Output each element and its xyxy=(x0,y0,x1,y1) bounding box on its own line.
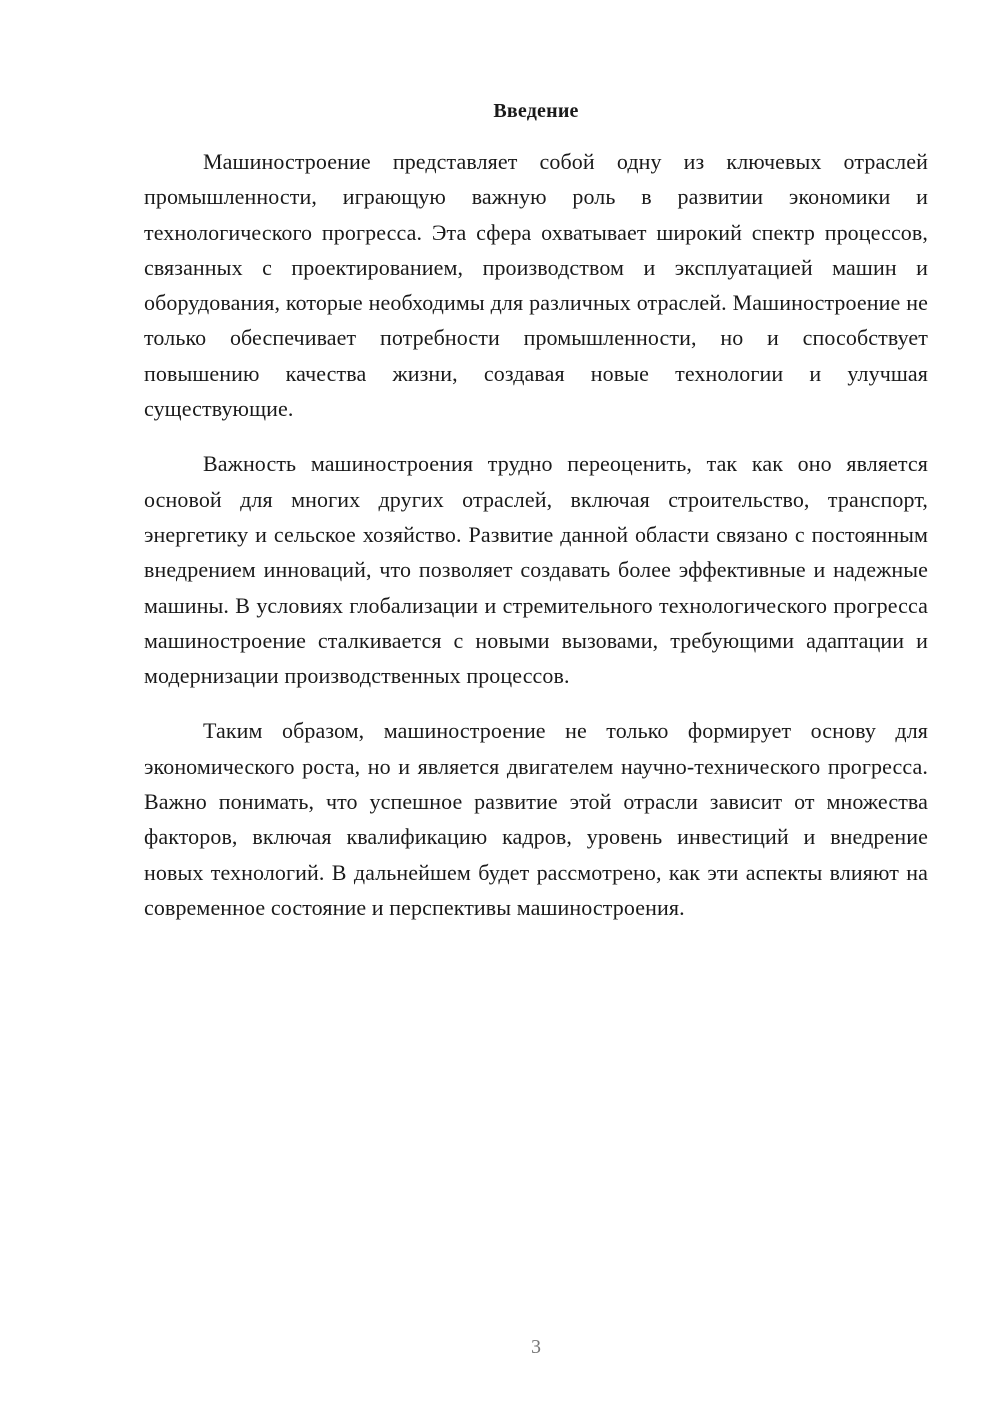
section-heading: Введение xyxy=(493,100,579,122)
paragraph-2: Важность машиностроения трудно переоценить, так как оно является основой для многих других отраслей, включая строительство, транспорт, энергетику и сельское хозяйство. Развитие данной области связано с постоянным внедрением инноваций, что позволяет создавать более эффективные и надежные машины. В условиях глобализации и стремительного технологического прогресса машиностроение сталкивается с новыми вызовами, требующими адаптации и модернизации производственных процессов. xyxy=(144,451,928,689)
paragraph-1: Машиностроение представляет собой одну из ключевых отраслей промышленности, играющую важную роль в развитии экономики и технологического прогресса. Эта сфера охватывает широкий спектр процессов, связанных с проектированием, производством и эксплуатацией машин и оборудования, которые необходимы для различных отраслей. Машиностроение не только обеспечивает потребности промышленности, но и способствует повышению качества жизни, создавая новые технологии и улучшая существующие. xyxy=(144,149,928,422)
paragraph-3: Таким образом, машиностроение не только формирует основу для экономического роста, но и является двигателем научно-технического прогресса. Важно понимать, что успешное развитие этой отрасли зависит от множества факторов, включая квалификацию кадров, уровень инвестиций и внедрение новых технологий. В дальнейшем будет рассмотрено, как эти аспекты влияют на современное состояние и перспективы машиностроения. xyxy=(144,718,928,920)
body-text xyxy=(144,144,928,925)
page-number: 3 xyxy=(531,1336,541,1358)
